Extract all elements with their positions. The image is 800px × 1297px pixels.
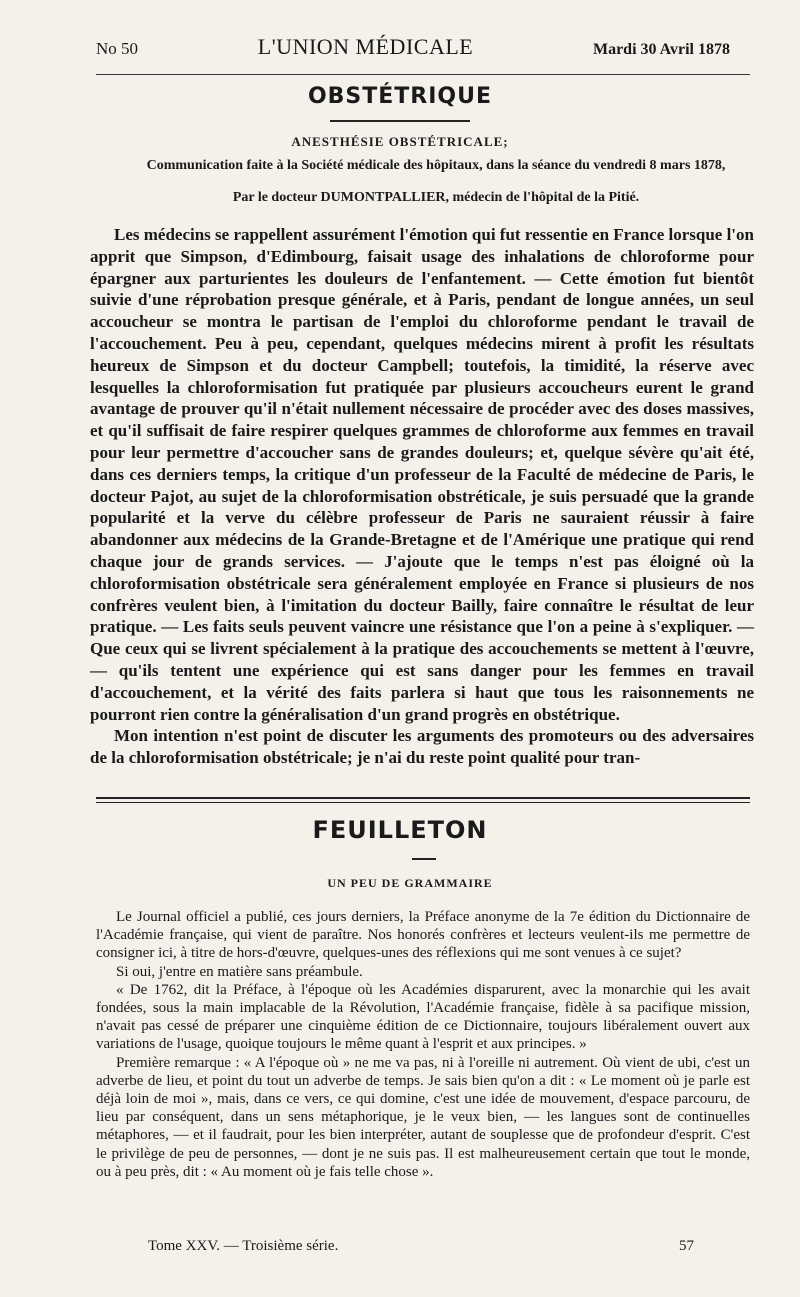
article-paragraph: Mon intention n'est point de discuter les arguments des promoteurs ou des adversaires de la chloroformisation obstétricale; je n'ai du reste point qualité pour tran-	[90, 726, 754, 768]
feuilleton-paragraph: Si oui, j'entre en matière sans préambule.	[116, 963, 363, 980]
journal-title: L'UNION MÉDICALE	[257, 34, 474, 59]
issue-number: No 50	[96, 39, 139, 58]
section-rule	[330, 120, 470, 122]
volume-info: Tome XXV. — Troisième série.	[148, 1238, 339, 1254]
feuilleton-paragraph: « De 1762, dit la Préface, à l'époque où les Académies disparurent, avec la monarchie qui les avait fondées, sous la main implacable de la Révolution, l'Académie française, fidèle à sa pacifique mission, n'avait pas cessé de préparer une cinquième édition de ce Dictionnaire, toujours libéralement ouvert aux variations de l'usage, quoique toujours le même quant à l'esprit et aux principes. »	[96, 981, 750, 1053]
article-heading: ANESTHÉSIE OBSTÉTRICALE;	[291, 134, 509, 149]
article-author: Par le docteur DUMONTPALLIER, médecin de l'hôpital de la Pitié.	[232, 190, 640, 205]
feuilleton-body	[96, 908, 750, 1181]
page-number: 57	[679, 1238, 694, 1254]
feuilleton-divider	[412, 858, 436, 860]
issue-date: Mardi 30 Avril 1878	[592, 41, 730, 58]
page-footer	[148, 1238, 694, 1255]
feuilleton-paragraph: Le Journal officiel a publié, ces jours derniers, la Préface anonyme de la 7e édition du Dictionnaire de l'Académie française, qui vient de paraître. Nos honorés confrères et lecteurs veulent-ils me permettre de consigner ici, à titre de hors-d'œuvre, quelques-unes des réflexions qui me sont venues à ce sujet?	[96, 909, 750, 962]
feuilleton-paragraph: Première remarque : « A l'époque où » ne me va pas, ni à l'oreille ni autrement. Où vient de ubi, c'est un adverbe de lieu, et point du tout un adverbe de temps. Je sais bien qu'on a dit : « Le moment où je parle est déjà loin de moi », mais, dans ce vers, ce qui domine, c'est une idée de mouvement, d'espace parcouru, de lieu par conséquent, dans un sens métaphorique, je le veux bien, — les langues sont de continuelles métaphores, — et il faudrait, pour les bien interpréter, autant de souplesse que de profondeur d'esprit. C'est le privilège de peu de personnes, — dont je ne suis pas. Il est malheureusement certain que tout le monde, ou à peu près, dit : « Au moment où je fais telle chose ».	[96, 1054, 750, 1180]
article-body	[90, 224, 754, 769]
feuilleton-title: FEUILLETON	[312, 816, 488, 844]
header-rule	[96, 74, 750, 75]
feuilleton-heading: UN PEU DE GRAMMAIRE	[327, 876, 493, 890]
article-paragraph: Les médecins se rappellent assurément l'émotion qui fut ressentie en France lorsque l'on apprit que Simpson, d'Edimbourg, faisait usage des inhalations de chloroforme pour épargner aux parturientes les douleurs de l'enfantement. — Cette émotion fut bientôt suivie d'une réprobation presque générale, et à Paris, pendant de longue années, un seul accoucheur se montra le partisan de l'emploi du chloroforme pendant le travail de l'accouchement. Peu à peu, cependant, quelques médecins mirent à profit les résultats heureux de Simpson et du docteur Campbell; toutefois, la timidité, la réserve avec lesquelles la chloroformisation fut pratiquée par plusieurs accoucheurs eurent le grand avantage de prouver qu'il n'était nullement nécessaire de procéder avec des doses massives, et qu'il suffisait de faire respirer quelques grammes de chloroforme aux femmes en travail pour leur permettre d'accoucher sans de grandes douleurs; et, quelque sévère qu'ait été, dans ces derniers temps, la critique d'un professeur de la Faculté de médecine de Paris, le docteur Pajot, au sujet de la chloroformisation obstréticale, je suis persuadé que la grande popularité et la verve du célèbre professeur de Paris ne sauraient réussir à faire abandonner aux médecins de la Grande-Bretagne et de l'Amérique une pratique qui rend chaque jour de grands services. — J'ajoute que le temps n'est pas éloigné où la chloroformisation obstétricale sera généralement employée en France si plusieurs de nos confrères veulent bien, à l'imitation du docteur Bailly, faire connaître le résultat de leur pratique. — Les faits seuls peuvent vaincre une résistance que l'on a peine à s'expliquer. — Que ceux qui se livrent spécialement à la pratique des accouchements se mettent à l'œuvre, — qu'ils tentent une expérience qui est sans danger pour les femmes en travail d'accouchement, et la vérité des faits parlera si haut que tous les raisonnements ne pourront rien contre la généralisation d'un grand progrès en obstétrique.	[90, 225, 754, 724]
feuilleton-rule-thin	[96, 802, 750, 803]
feuilleton-rule-thick	[96, 797, 750, 799]
article-subtitle: Communication faite à la Société médicale des hôpitaux, dans la séance du vendredi 8 mars 1878,	[146, 158, 726, 173]
section-title: OBSTÉTRIQUE	[307, 84, 493, 109]
running-head	[96, 34, 730, 64]
